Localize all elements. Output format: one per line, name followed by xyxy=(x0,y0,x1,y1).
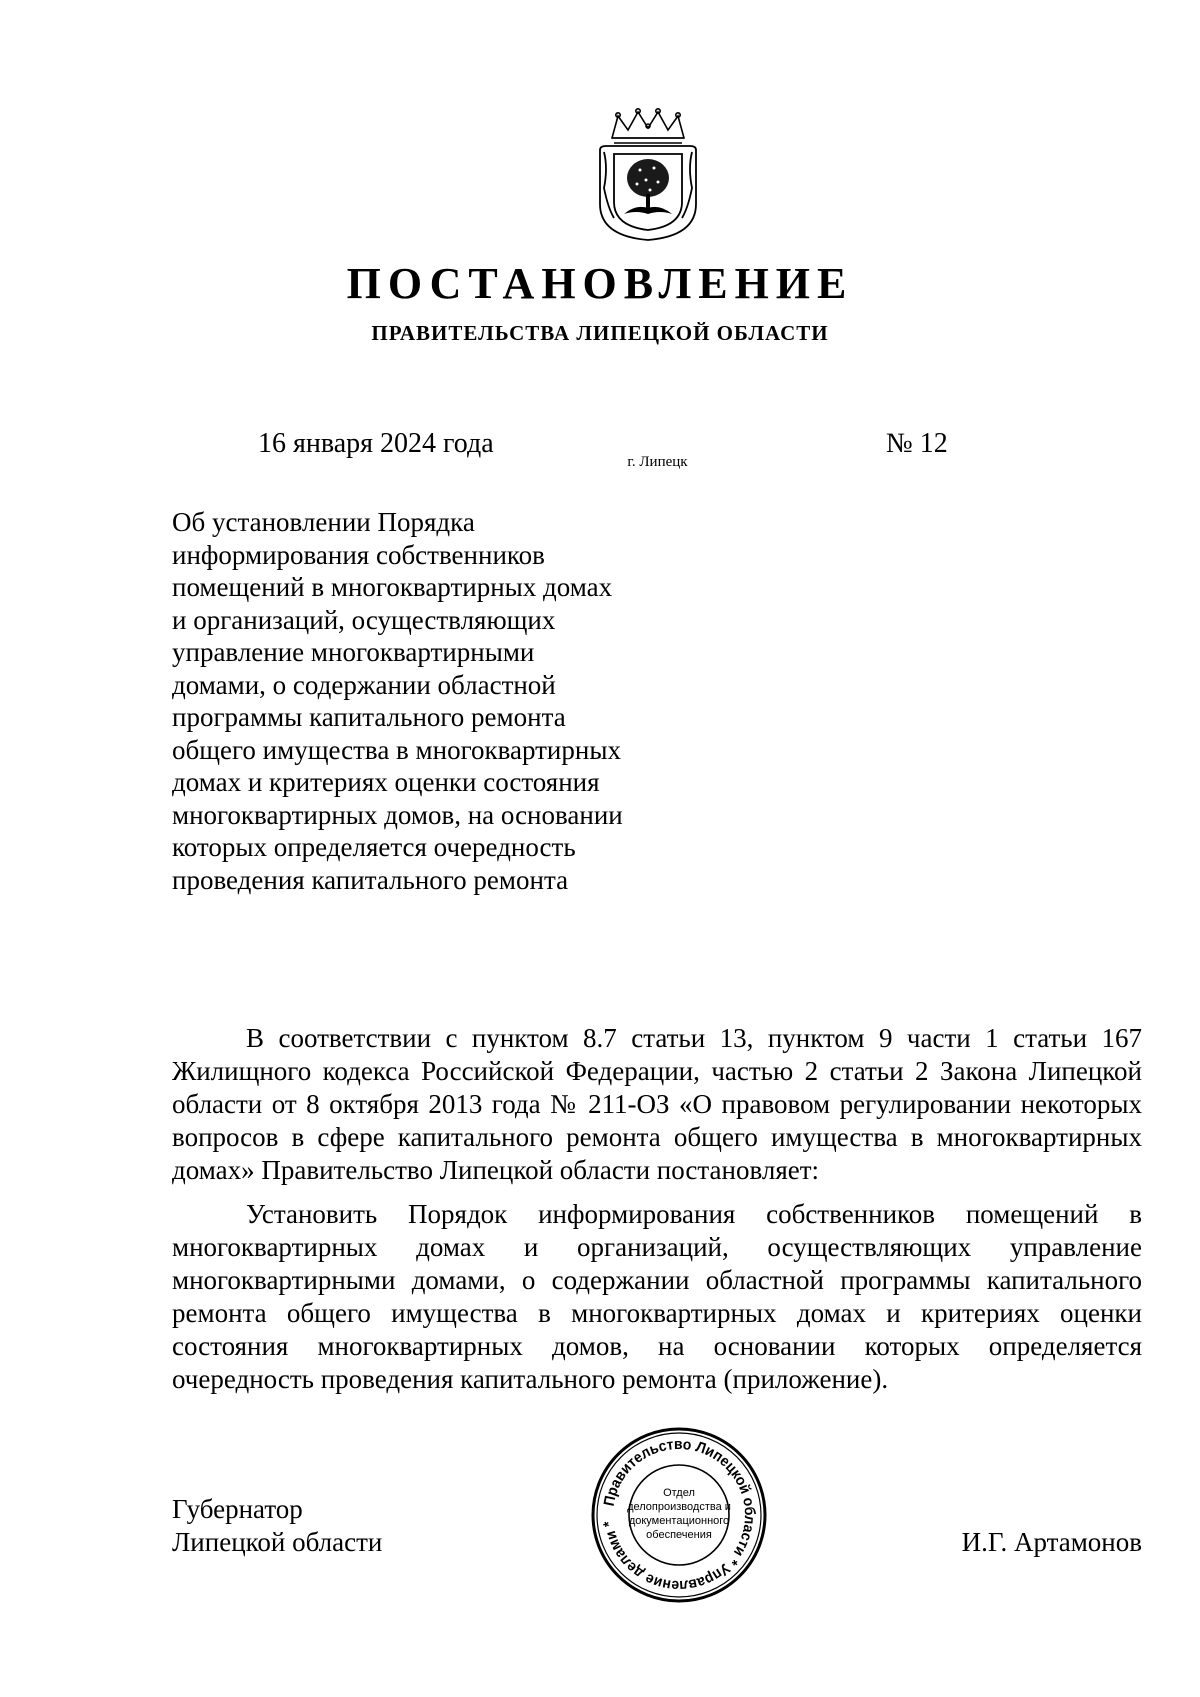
document-issuer: ПРАВИТЕЛЬСТВА ЛИПЕЦКОЙ ОБЛАСТИ xyxy=(371,321,829,345)
subject-line: многоквартирных домов, на основании xyxy=(172,799,623,830)
body-paragraph: В соответствии с пунктом 8.7 статьи 13, пунктом 9 части 1 статьи 167 Жилищного кодекса Российской Федерации, частью 2 статьи 2 Закона Липецкой области от 8 октября 2013 года № 211-ОЗ «О правовом регулировании некоторых вопросов в сфере капитального ремонта общего имущества в многоквартирных домах» Правительство Липецкой области постановляет: xyxy=(172,1023,1142,1185)
document-subject xyxy=(172,506,692,896)
lipetsk-coat-of-arms-icon xyxy=(596,108,700,242)
subject-line: программы капитального ремонта xyxy=(172,702,566,732)
signer-name: И.Г. Артамонов xyxy=(961,1527,1142,1557)
seal-center-line: документационного xyxy=(628,1515,730,1527)
seal-center-line: обеспечения xyxy=(646,1529,712,1541)
body-paragraph: Установить Порядок информирования собственников помещений в многоквартирных домах и организаций, осуществляющих управление многоквартирными домами, о содержании областной программы капитального ремонта общего имущества в многоквартирных домах и критериях оценки состояния многоквартирных домов, на основании которых определяется очередность проведения капитального ремонта (приложение). xyxy=(172,1199,1142,1394)
document-date: 16 января 2024 года xyxy=(258,428,494,459)
official-seal-stamp xyxy=(589,1425,769,1605)
subject-line: и организаций, осуществляющих xyxy=(172,604,556,635)
document-city: г. Липецк xyxy=(627,454,688,470)
subject-line: общего имущества в многоквартирных xyxy=(172,734,621,765)
subject-line: помещений в многоквартирных домах xyxy=(172,572,613,602)
signer-title xyxy=(172,1493,382,1559)
subject-line: которых определяется очередность xyxy=(172,832,576,862)
subject-line: домами, о содержании областной xyxy=(172,669,556,700)
seal-ring-text: Правительство Липецкой области * Управление делами * xyxy=(600,1435,759,1595)
subject-line: проведения капитального ремонта xyxy=(172,864,569,895)
subject-line: управление многоквартирными xyxy=(172,637,535,667)
document-body xyxy=(172,1022,1142,1407)
seal-center-line: Отдел xyxy=(663,1487,695,1499)
subject-line: Об установлении Порядка xyxy=(172,507,475,537)
seal-center-line: делопроизводства и xyxy=(627,1501,731,1513)
document-type-title: ПОСТАНОВЛЕНИЕ xyxy=(346,259,854,308)
document-number: № 12 xyxy=(886,428,948,459)
subject-line: информирования собственников xyxy=(172,539,545,570)
signer-title-line: Губернатор xyxy=(172,1494,303,1524)
subject-line: домах и критериях оценки состояния xyxy=(172,767,600,797)
signer-title-line: Липецкой области xyxy=(172,1527,383,1557)
